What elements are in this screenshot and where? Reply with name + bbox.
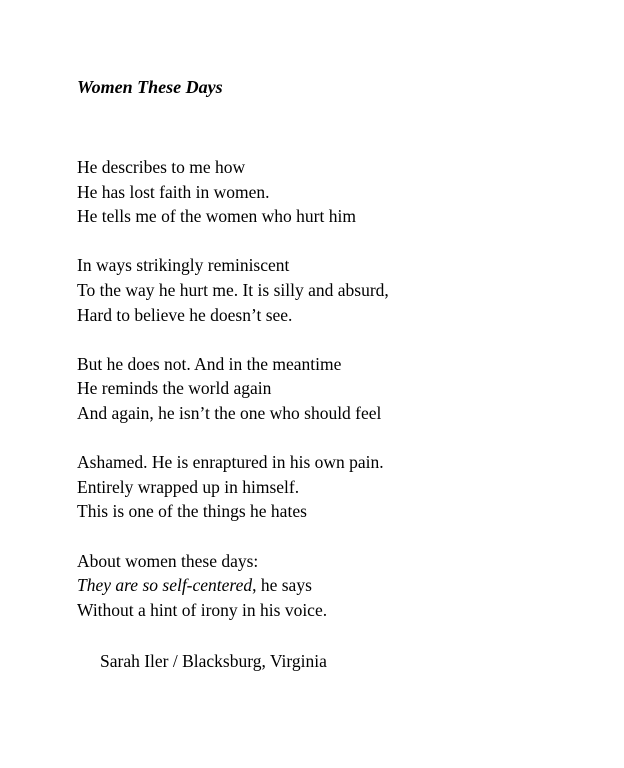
italic-phrase: They are so self-centered xyxy=(77,575,253,596)
poem-line: He reminds the world again xyxy=(77,378,272,399)
poem-line xyxy=(77,573,389,598)
poem-title: Women These Days xyxy=(77,77,223,97)
poem-line: And again, he isn’t the one who should feel xyxy=(77,402,382,423)
stanza-1 xyxy=(77,155,389,229)
poem-line: Hard to believe he doesn’t see. xyxy=(77,304,293,325)
poem-line: This is one of the things he hates xyxy=(77,501,307,522)
stanza-4 xyxy=(77,450,389,524)
poem-line: But he does not. And in the meantime xyxy=(77,353,342,374)
poem-body xyxy=(77,155,389,647)
stanza-5 xyxy=(77,549,389,623)
line-remainder: , he says xyxy=(252,575,312,596)
poem-line: He tells me of the women who hurt him xyxy=(77,206,356,227)
poem-line: About women these days: xyxy=(77,550,259,571)
poem-line: To the way he hurt me. It is silly and absurd, xyxy=(77,279,389,300)
stanza-2 xyxy=(77,253,389,327)
stanza-3 xyxy=(77,352,389,426)
author-byline: Sarah Iler / Blacksburg, Virginia xyxy=(100,651,327,671)
poem-line: Entirely wrapped up in himself. xyxy=(77,476,300,497)
poem-line: He describes to me how xyxy=(77,157,246,177)
poem-line: Ashamed. He is enraptured in his own pain. xyxy=(77,452,384,473)
poem-line: In ways strikingly reminiscent xyxy=(77,255,290,276)
poem-line: He has lost faith in women. xyxy=(77,181,270,202)
poem-line: Without a hint of irony in his voice. xyxy=(77,599,328,620)
